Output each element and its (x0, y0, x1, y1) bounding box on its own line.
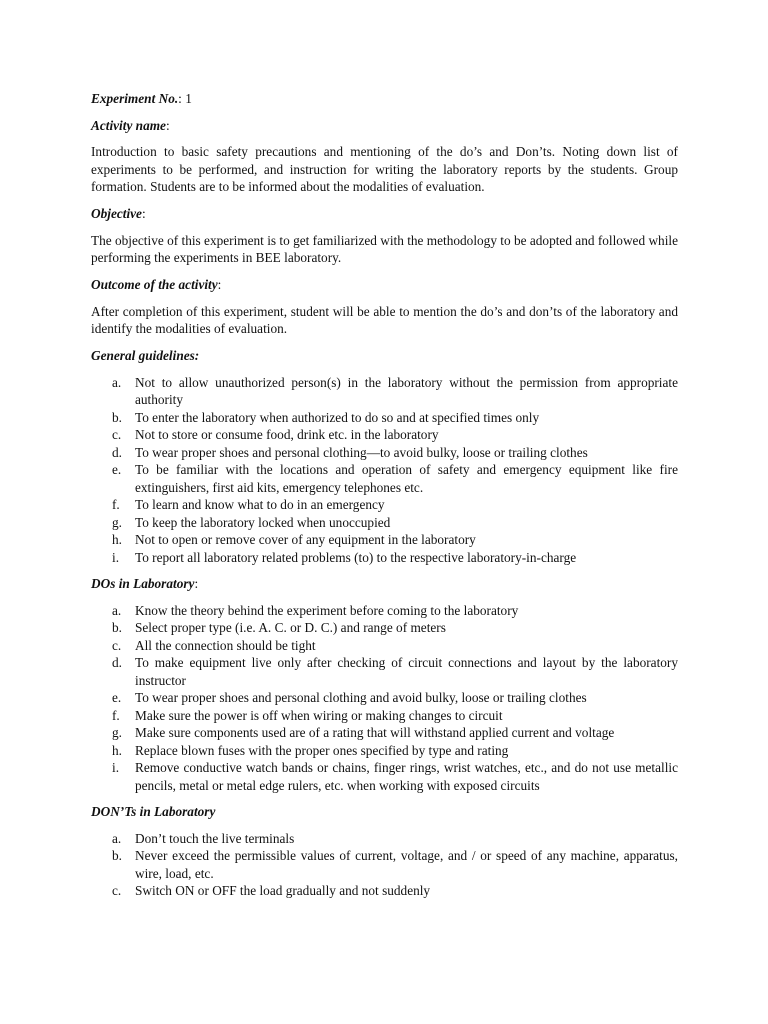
list-item-text: Not to allow unauthorized person(s) in the laboratory without the permission from appropriate authority (135, 374, 678, 407)
list-marker: h. (112, 742, 122, 758)
list-marker: i. (112, 760, 120, 775)
list-item-text: Don’t touch the live terminals (135, 830, 295, 846)
list-item-text: To wear proper shoes and personal clothing—to avoid bulky, loose or trailing clothes (135, 444, 588, 460)
document-page (91, 90, 678, 909)
list-item (91, 637, 678, 655)
activity-name-separator: : (165, 117, 170, 133)
donts-list (91, 830, 678, 900)
activity-description: Introduction to basic safety precautions and mentioning of the do’s and Don’ts. Noting down list of experiments to be performed, and instruction for writing the laboratory reports by the students. Group formation. Students are to be informed about the modalities of evaluation. (91, 144, 678, 194)
list-item-text: Make sure the power is off when wiring or making changes to circuit (135, 707, 503, 723)
list-item-text: Replace blown fuses with the proper ones specified by type and rating (135, 742, 509, 758)
general-guidelines-list (91, 374, 678, 567)
list-item (91, 882, 678, 900)
list-marker: g. (112, 725, 122, 740)
activity-name-label: Activity name (91, 117, 166, 133)
list-item (91, 707, 678, 725)
list-item (91, 742, 678, 760)
list-item (91, 619, 678, 637)
list-item-text: Never exceed the permissible values of current, voltage, and / or speed of any machine, apparatus, wire, load, etc. (135, 848, 678, 881)
list-item (91, 444, 678, 462)
list-item (91, 759, 678, 794)
general-guidelines-label: General guidelines: (91, 348, 200, 363)
objective-text: The objective of this experiment is to get familiarized with the methodology to be adopted and followed while performing the experiments in BEE laboratory. (91, 232, 678, 265)
activity-name-heading (91, 117, 678, 135)
list-marker: g. (112, 514, 122, 530)
list-item (91, 409, 678, 427)
list-item-text: To keep the laboratory locked when unoccupied (135, 514, 391, 530)
experiment-number-label: Experiment No. (91, 91, 179, 106)
list-marker: a. (112, 830, 122, 846)
list-item-text: To report all laboratory related problems (to) to the respective laboratory-in-charge (135, 549, 577, 565)
list-item (91, 514, 678, 532)
list-item (91, 689, 678, 707)
list-marker: b. (112, 409, 122, 425)
general-guidelines-heading (91, 347, 678, 365)
list-item (91, 374, 678, 409)
list-marker: e. (112, 462, 122, 477)
list-item-text: Not to open or remove cover of any equipment in the laboratory (135, 532, 476, 547)
list-item-text: To enter the laboratory when authorized to do so and at specified times only (135, 409, 540, 425)
list-item-text: To wear proper shoes and personal clothing and avoid bulky, loose or trailing clothes (135, 690, 587, 705)
list-item-text: Know the theory behind the experiment before coming to the laboratory (135, 602, 519, 618)
experiment-number-heading (91, 90, 678, 108)
list-marker: c. (112, 427, 122, 442)
list-item-text: To be familiar with the locations and operation of safety and emergency equipment like fire extinguishers, first aid kits, emergency telephones etc. (135, 462, 678, 495)
dos-label: DOs in Laboratory (91, 576, 195, 591)
outcome-label: Outcome of the activity (91, 277, 218, 292)
outcome-separator: : (217, 277, 222, 292)
list-marker: c. (112, 883, 122, 898)
donts-label: DON’Ts in Laboratory (91, 804, 216, 819)
list-marker: h. (112, 532, 122, 547)
list-marker: a. (112, 602, 122, 618)
list-item-text: Remove conductive watch bands or chains, finger rings, wrist watches, etc., and do not use metallic pencils, metal or metal edge rulers, etc. when working with exposed circuits (135, 760, 678, 793)
outcome-text: After completion of this experiment, student will be able to mention the do’s and don’ts of the laboratory and identify the modalities of evaluation. (91, 303, 678, 336)
dos-separator: : (194, 576, 199, 591)
list-marker: d. (112, 655, 122, 670)
list-marker: f. (112, 707, 120, 723)
list-marker: c. (112, 637, 122, 653)
list-marker: a. (112, 374, 122, 390)
list-item (91, 461, 678, 496)
list-marker: e. (112, 690, 122, 705)
list-marker: d. (112, 444, 122, 460)
objective-separator: : (141, 206, 146, 221)
dos-heading (91, 575, 678, 593)
list-item (91, 496, 678, 514)
list-item-text: Switch ON or OFF the load gradually and not suddenly (135, 883, 431, 898)
list-item (91, 830, 678, 848)
list-item-text: Not to store or consume food, drink etc. in the laboratory (135, 427, 439, 442)
list-item-text: To make equipment live only after checking of circuit connections and layout by the laboratory instructor (135, 655, 678, 688)
list-marker: b. (112, 848, 122, 863)
list-item (91, 549, 678, 567)
list-item-text: Make sure components used are of a rating that will withstand applied current and voltage (135, 725, 615, 740)
list-item (91, 847, 678, 882)
list-marker: i. (112, 549, 120, 565)
experiment-number-value: 1 (185, 91, 192, 106)
list-marker: b. (112, 620, 122, 635)
outcome-heading (91, 276, 678, 294)
list-marker: f. (112, 497, 120, 512)
donts-heading (91, 803, 678, 821)
list-item-text: Select proper type (i.e. A. C. or D. C.) and range of meters (135, 620, 446, 635)
dos-list (91, 602, 678, 795)
objective-label: Objective (91, 206, 142, 221)
objective-heading (91, 205, 678, 223)
list-item (91, 531, 678, 549)
list-item-text: All the connection should be tight (135, 637, 316, 653)
list-item (91, 654, 678, 689)
list-item (91, 724, 678, 742)
experiment-number-separator: : (178, 91, 186, 106)
list-item (91, 426, 678, 444)
list-item (91, 602, 678, 620)
list-item-text: To learn and know what to do in an emergency (135, 497, 385, 512)
